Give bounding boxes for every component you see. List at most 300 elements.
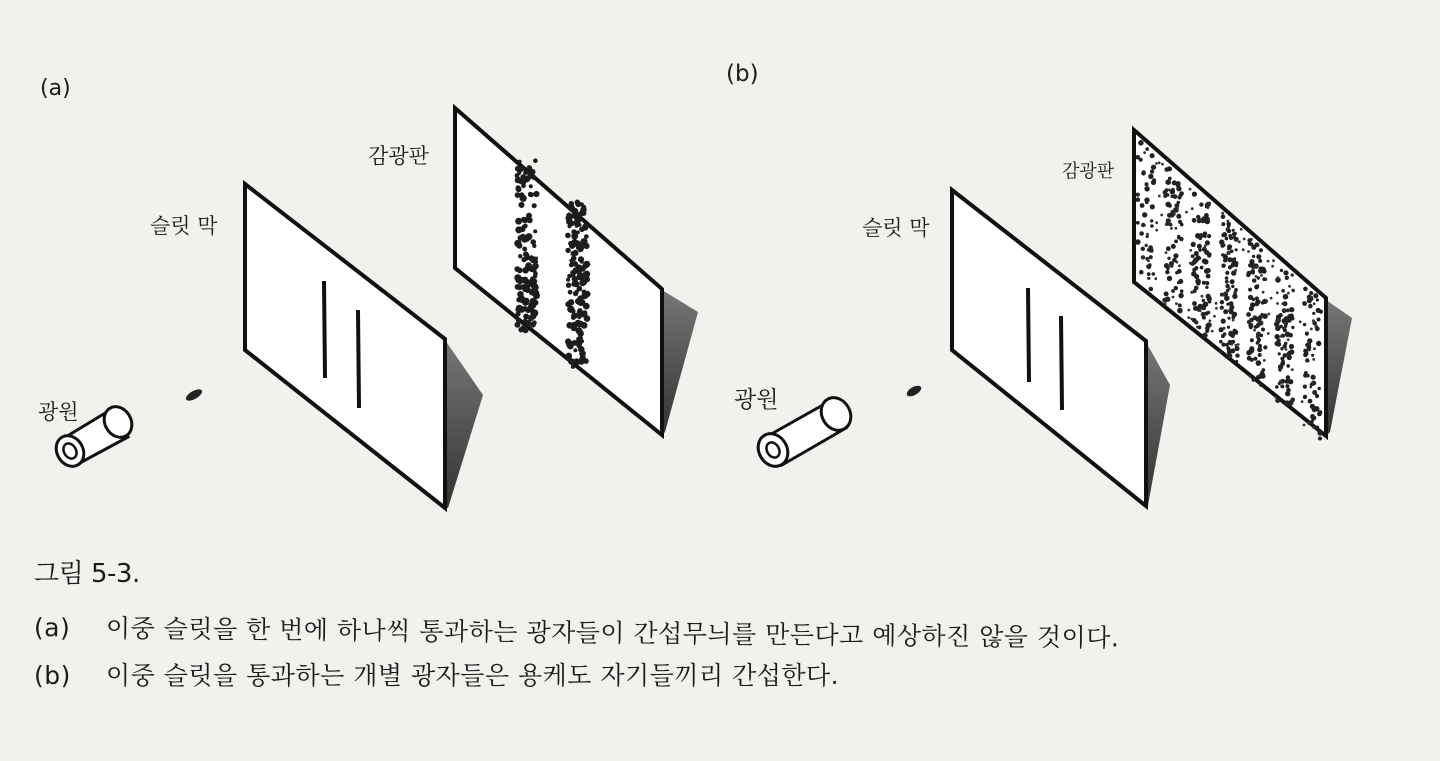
photon-hit bbox=[565, 233, 571, 239]
photon-hit bbox=[1168, 221, 1171, 224]
photon-hit bbox=[1221, 343, 1225, 347]
photon-hit bbox=[1187, 309, 1190, 312]
photon-hit bbox=[1307, 422, 1310, 425]
photon-hit bbox=[1262, 291, 1265, 294]
photon-hit bbox=[1232, 319, 1235, 322]
photon-hit bbox=[1150, 224, 1154, 228]
photon-hit bbox=[579, 280, 586, 287]
detector-plate-a bbox=[455, 108, 662, 435]
photon-hit bbox=[1310, 328, 1313, 331]
photon-hit bbox=[1191, 271, 1196, 276]
slit-screen-b-shadow bbox=[1146, 342, 1170, 506]
photon-hit bbox=[1284, 342, 1288, 346]
photon-hit bbox=[1248, 324, 1253, 329]
photon-hit bbox=[1177, 235, 1180, 238]
photon-hit bbox=[1164, 303, 1167, 306]
photon-hit bbox=[1145, 147, 1149, 151]
photon-hit bbox=[523, 298, 530, 305]
photon-hit bbox=[1146, 233, 1149, 236]
photon-hit bbox=[1279, 313, 1283, 317]
photon-hit bbox=[1315, 426, 1319, 430]
slit-screen-a bbox=[245, 184, 445, 508]
photon-hit bbox=[1263, 314, 1267, 318]
photon-hit bbox=[1316, 341, 1321, 346]
photon-hit bbox=[566, 283, 571, 288]
photon-hit bbox=[1257, 332, 1260, 335]
photon-hit bbox=[1165, 270, 1169, 274]
photon-hit bbox=[1248, 263, 1252, 267]
photon-hit bbox=[1143, 224, 1146, 227]
photon-hit bbox=[533, 158, 538, 163]
photon-hit bbox=[1179, 191, 1184, 196]
photon-hit bbox=[1259, 248, 1263, 252]
photon-hit bbox=[1222, 294, 1225, 297]
photon-hit bbox=[1263, 359, 1266, 362]
photon-hit bbox=[1175, 302, 1178, 305]
photon-hit bbox=[583, 303, 590, 310]
photon-hit bbox=[583, 358, 589, 364]
photon-hit bbox=[1180, 294, 1184, 298]
photon-hit bbox=[1230, 279, 1235, 284]
photon-hit bbox=[1277, 276, 1280, 279]
photon-hit bbox=[1303, 287, 1308, 292]
photon-hit bbox=[1224, 292, 1227, 295]
photon-hit bbox=[1312, 312, 1315, 315]
photon-hit bbox=[1235, 360, 1238, 363]
photon-hit bbox=[1177, 308, 1183, 314]
photon-hit bbox=[1254, 242, 1259, 247]
photon-hit bbox=[514, 274, 521, 281]
photon-hit bbox=[1227, 220, 1230, 223]
photon-hit bbox=[533, 229, 537, 233]
photon-hit bbox=[1284, 322, 1287, 325]
photon-hit bbox=[567, 343, 574, 350]
photon-hit bbox=[1219, 340, 1223, 344]
photon-hit bbox=[1306, 374, 1310, 378]
photon-hit bbox=[572, 261, 578, 267]
photon-hit bbox=[516, 185, 521, 190]
photon-hit bbox=[1232, 233, 1236, 237]
photon-hit bbox=[1275, 398, 1280, 403]
photon-hit bbox=[1313, 293, 1318, 298]
photon-hit bbox=[1276, 291, 1279, 294]
photon-hit bbox=[1203, 231, 1207, 235]
photon-hit bbox=[1250, 338, 1254, 342]
photon-hit bbox=[576, 327, 583, 334]
photon-hit bbox=[1146, 265, 1150, 269]
photon-hit bbox=[517, 306, 523, 312]
photon-hit bbox=[1276, 302, 1279, 305]
photon-hit bbox=[1308, 304, 1313, 309]
photon-hit bbox=[571, 255, 577, 261]
photon-hit bbox=[1227, 326, 1230, 329]
photon-hit bbox=[1227, 317, 1230, 320]
photon-hit bbox=[1192, 192, 1197, 197]
photon-hit bbox=[1135, 239, 1141, 245]
photon-hit bbox=[1260, 274, 1263, 277]
photon-hit bbox=[1189, 188, 1192, 191]
source-a-label: 광원 bbox=[38, 400, 79, 424]
photon-hit bbox=[1311, 354, 1314, 357]
photon-hit bbox=[1248, 295, 1251, 298]
photon-hit bbox=[1204, 213, 1209, 218]
photon-hit bbox=[522, 247, 527, 252]
photon-hit bbox=[1166, 266, 1170, 270]
photon-hit bbox=[1259, 383, 1263, 387]
photon-hit bbox=[1145, 182, 1149, 186]
photon-hit bbox=[1255, 296, 1259, 300]
photon-hit bbox=[1274, 396, 1277, 399]
photon-hit bbox=[1255, 265, 1258, 268]
photon-hit bbox=[1192, 218, 1197, 223]
photon-hit bbox=[1207, 234, 1211, 238]
photon-hit bbox=[1247, 250, 1250, 253]
photon-hit bbox=[570, 270, 575, 275]
photon-hit bbox=[578, 256, 584, 262]
photon-hit bbox=[1291, 326, 1294, 329]
photon-hit bbox=[1253, 357, 1257, 361]
photon-hit bbox=[531, 175, 536, 180]
photon-hit bbox=[566, 215, 573, 222]
photon-hit bbox=[1175, 227, 1178, 230]
photon-hit bbox=[575, 290, 579, 294]
photon-hit bbox=[518, 254, 522, 258]
photon-hit bbox=[1227, 251, 1230, 254]
photon-a bbox=[184, 387, 204, 403]
photon-hit bbox=[1215, 307, 1218, 310]
photon-hit bbox=[1280, 357, 1284, 361]
photon-hit bbox=[1232, 229, 1235, 232]
photon-hit bbox=[1207, 206, 1210, 209]
photon-hit bbox=[575, 200, 581, 206]
photon-hit bbox=[1314, 325, 1317, 328]
photon-hit bbox=[1166, 246, 1171, 251]
photon-hit bbox=[1221, 264, 1225, 268]
slit-b-right bbox=[1061, 316, 1062, 410]
photon-hit bbox=[1200, 266, 1204, 270]
photon-hit bbox=[1178, 303, 1182, 307]
photon-hit bbox=[525, 320, 531, 326]
photon-hit bbox=[1139, 158, 1143, 162]
photon-hit bbox=[1207, 253, 1212, 258]
photon-hit bbox=[1220, 244, 1224, 248]
photon-hit bbox=[1313, 302, 1316, 305]
photon-hit bbox=[1318, 387, 1321, 390]
photon-hit bbox=[572, 208, 579, 215]
photon-hit bbox=[524, 283, 530, 289]
panel-a bbox=[38, 76, 698, 508]
photon-hit bbox=[575, 339, 582, 346]
photon-hit bbox=[1288, 285, 1291, 288]
photon-hit bbox=[568, 290, 573, 295]
photon-hit bbox=[516, 297, 522, 303]
photon-hit bbox=[1221, 212, 1224, 215]
photon-hit bbox=[1220, 300, 1224, 304]
photon-hit bbox=[522, 236, 528, 242]
photon-hit bbox=[1175, 261, 1178, 264]
photon-hit bbox=[1315, 394, 1319, 398]
photon-b bbox=[905, 384, 923, 399]
photon-hit bbox=[519, 202, 525, 208]
photon-hit bbox=[1221, 319, 1226, 324]
photon-hit bbox=[518, 160, 522, 164]
photon-hit bbox=[1139, 270, 1144, 275]
photon-hit bbox=[1291, 368, 1294, 371]
photon-hit bbox=[1191, 207, 1194, 210]
photon-hit bbox=[1142, 212, 1147, 217]
photon-hit bbox=[518, 291, 524, 297]
photon-hit bbox=[1228, 234, 1232, 238]
photon-hit bbox=[1226, 346, 1230, 350]
photon-hit bbox=[1203, 259, 1208, 264]
photon-hit bbox=[1313, 347, 1316, 350]
photon-hit bbox=[577, 321, 584, 328]
photon-hit bbox=[1151, 165, 1156, 170]
plate-a-label: 감광판 bbox=[368, 144, 429, 168]
photon-hit bbox=[1288, 309, 1291, 312]
photon-hit bbox=[1258, 353, 1262, 357]
photon-hit bbox=[521, 325, 525, 329]
panel-a-tag: (a) bbox=[40, 76, 71, 101]
photon-hit bbox=[1311, 381, 1314, 384]
photon-hit bbox=[1198, 257, 1201, 260]
photon-hit bbox=[1261, 301, 1265, 305]
slit-screen-a-label: 슬릿 막 bbox=[150, 214, 218, 238]
photon-hit bbox=[1230, 343, 1233, 346]
photon-hit bbox=[1275, 334, 1280, 339]
photon-hit bbox=[1312, 319, 1315, 322]
photon-hit bbox=[1285, 348, 1288, 351]
photon-hit bbox=[533, 191, 539, 197]
photon-hit bbox=[1250, 358, 1254, 362]
photon-hit bbox=[565, 248, 570, 253]
photon-hit bbox=[1192, 301, 1197, 306]
photon-hit bbox=[1199, 202, 1203, 206]
photon-hit bbox=[1305, 332, 1309, 336]
photon-hit bbox=[1258, 268, 1264, 274]
photon-hit bbox=[515, 218, 522, 225]
photon-hit bbox=[1251, 271, 1255, 275]
photon-hit bbox=[1213, 315, 1216, 318]
photon-hit bbox=[1289, 344, 1294, 349]
photon-hit bbox=[533, 285, 539, 291]
photon-hit bbox=[1234, 346, 1239, 351]
photon-hit bbox=[1223, 327, 1226, 330]
photon-hit bbox=[1152, 178, 1156, 182]
photon-hit bbox=[1276, 342, 1281, 347]
photon-hit bbox=[1310, 296, 1313, 299]
photon-hit bbox=[1287, 292, 1290, 295]
photon-hit bbox=[1309, 386, 1312, 389]
photon-hit bbox=[1238, 241, 1241, 244]
photon-hit bbox=[1158, 195, 1161, 198]
photon-hit bbox=[1280, 347, 1283, 350]
photon-hit bbox=[1142, 170, 1146, 174]
photon-hit bbox=[1243, 238, 1246, 241]
photon-hit bbox=[569, 358, 576, 365]
photon-hit bbox=[582, 272, 588, 278]
photon-hit bbox=[1202, 281, 1206, 285]
photon-hit bbox=[1206, 324, 1209, 327]
photon-hit bbox=[1258, 259, 1262, 263]
photon-hit bbox=[1143, 151, 1146, 154]
photon-hit bbox=[1171, 289, 1175, 293]
photon-hit bbox=[1150, 153, 1155, 158]
photon-hit bbox=[1167, 213, 1172, 218]
photon-hit bbox=[1172, 296, 1175, 299]
photon-hit bbox=[1265, 300, 1268, 303]
photon-hit bbox=[1303, 424, 1306, 427]
photon-hit bbox=[1136, 197, 1141, 202]
photon-hit bbox=[1282, 309, 1285, 312]
photon-hit bbox=[1256, 284, 1260, 288]
photon-hit bbox=[1199, 309, 1202, 312]
photon-hit bbox=[1203, 247, 1206, 250]
photon-hit bbox=[523, 314, 529, 320]
photon-hit bbox=[1168, 204, 1172, 208]
photon-hit bbox=[520, 174, 525, 179]
photon-hit bbox=[1205, 240, 1210, 245]
photon-hit bbox=[1221, 222, 1225, 226]
photon-hit bbox=[1307, 342, 1310, 345]
photon-hit bbox=[1285, 276, 1289, 280]
photon-hit bbox=[1280, 269, 1283, 272]
photon-hit bbox=[1303, 385, 1307, 389]
photon-hit bbox=[1191, 242, 1196, 247]
photon-hit bbox=[1226, 227, 1231, 232]
photon-hit bbox=[1228, 331, 1234, 337]
photon-hit bbox=[1279, 380, 1282, 383]
photon-hit bbox=[1155, 221, 1158, 224]
photon-hit bbox=[1200, 218, 1203, 221]
panel-b-tag: (b) bbox=[726, 61, 759, 87]
photon-hit bbox=[532, 320, 537, 325]
photon-hit bbox=[1209, 319, 1212, 322]
photon-hit bbox=[1176, 207, 1179, 210]
photon-hit bbox=[520, 165, 524, 169]
slit-b-left bbox=[1028, 288, 1029, 382]
photon-hit bbox=[1309, 291, 1313, 295]
caption-item-a-tag: (a) bbox=[33, 613, 71, 643]
photon-hit bbox=[1171, 244, 1176, 249]
photon-hit bbox=[565, 353, 572, 360]
photon-hit bbox=[1167, 257, 1170, 260]
photon-hit bbox=[1299, 320, 1302, 323]
photon-hit bbox=[1179, 280, 1183, 284]
photon-hit bbox=[1310, 404, 1315, 409]
photon-hit bbox=[1194, 251, 1199, 256]
photon-hit bbox=[1236, 239, 1239, 242]
photon-hit bbox=[1173, 213, 1176, 216]
photon-hit bbox=[1173, 253, 1178, 258]
photon-hit bbox=[1149, 255, 1153, 259]
panel-b bbox=[726, 61, 1352, 506]
photon-hit bbox=[579, 350, 586, 357]
photon-hit bbox=[522, 225, 526, 229]
photon-hit bbox=[1221, 215, 1226, 220]
photon-hit bbox=[1228, 287, 1231, 290]
photon-hit bbox=[573, 348, 577, 352]
photon-hit bbox=[1307, 345, 1312, 350]
photon-hit bbox=[528, 192, 533, 197]
photon-hit bbox=[1310, 414, 1315, 419]
photon-hit bbox=[1136, 221, 1140, 225]
photon-hit bbox=[1222, 232, 1227, 237]
photon-hit bbox=[572, 276, 578, 282]
photon-hit bbox=[1201, 295, 1204, 298]
photon-hit bbox=[1281, 289, 1285, 293]
photon-hit bbox=[579, 296, 584, 301]
photon-hit bbox=[1249, 375, 1252, 378]
photon-hit bbox=[1256, 254, 1261, 259]
photon-hit bbox=[1225, 276, 1229, 280]
photon-hit bbox=[1267, 332, 1270, 335]
photon-hit bbox=[1252, 255, 1255, 258]
photon-hit bbox=[1160, 214, 1163, 217]
photon-hit bbox=[1196, 281, 1201, 286]
photon-hit bbox=[1272, 259, 1275, 262]
photon-hit bbox=[1140, 203, 1145, 208]
photon-hit bbox=[1318, 410, 1323, 415]
photon-hit bbox=[1177, 269, 1182, 274]
caption-item-a-text: 이중 슬릿을 한 번에 하나씩 통과하는 광자들이 간섭무늬를 만든다고 예상하진 않을 것이다. bbox=[105, 613, 1120, 653]
slit-a-left bbox=[324, 281, 325, 378]
photon-hit bbox=[1247, 271, 1252, 276]
photon-hit bbox=[525, 168, 532, 175]
photon-hit bbox=[1167, 166, 1172, 171]
photon-hit bbox=[1174, 240, 1178, 244]
photon-hit bbox=[1185, 211, 1188, 214]
photon-hit bbox=[1147, 277, 1150, 280]
photon-hit bbox=[1227, 257, 1232, 262]
photon-hit bbox=[1170, 195, 1173, 198]
caption-item-b-tag: (b) bbox=[34, 661, 71, 690]
photon-hit bbox=[1252, 298, 1256, 302]
photon-hit bbox=[1206, 219, 1210, 223]
photon-hit bbox=[1136, 193, 1140, 197]
photon-hit bbox=[1225, 343, 1229, 347]
photon-hit bbox=[523, 251, 529, 257]
photon-hit bbox=[1233, 261, 1238, 266]
photon-hit bbox=[1230, 249, 1234, 253]
photon-hit bbox=[1275, 385, 1279, 389]
photon-hit bbox=[1237, 343, 1240, 346]
photon-hit bbox=[1189, 249, 1192, 252]
photon-hit bbox=[1233, 330, 1238, 335]
photon-hit bbox=[1257, 317, 1262, 322]
photon-hit bbox=[1204, 268, 1209, 273]
photon-hit bbox=[1202, 299, 1205, 302]
photon-hit bbox=[519, 192, 524, 197]
photon-hit bbox=[1165, 251, 1168, 254]
photon-hit bbox=[1262, 277, 1266, 281]
photon-hit bbox=[534, 257, 538, 261]
photon-hit bbox=[1287, 338, 1290, 341]
photon-hit bbox=[582, 225, 588, 231]
photon-hit bbox=[1256, 341, 1259, 344]
photon-hit bbox=[567, 224, 571, 228]
photon-hit bbox=[1233, 236, 1236, 239]
photon-hit bbox=[1275, 326, 1280, 331]
photon-hit bbox=[1261, 328, 1265, 332]
photon-hit bbox=[1227, 247, 1230, 250]
photon-hit bbox=[577, 308, 582, 313]
photon-hit bbox=[1147, 272, 1151, 276]
photon-hit bbox=[1257, 347, 1262, 352]
photon-hit bbox=[1277, 319, 1280, 322]
photon-hit bbox=[532, 244, 536, 248]
photon-hit bbox=[1255, 302, 1259, 306]
